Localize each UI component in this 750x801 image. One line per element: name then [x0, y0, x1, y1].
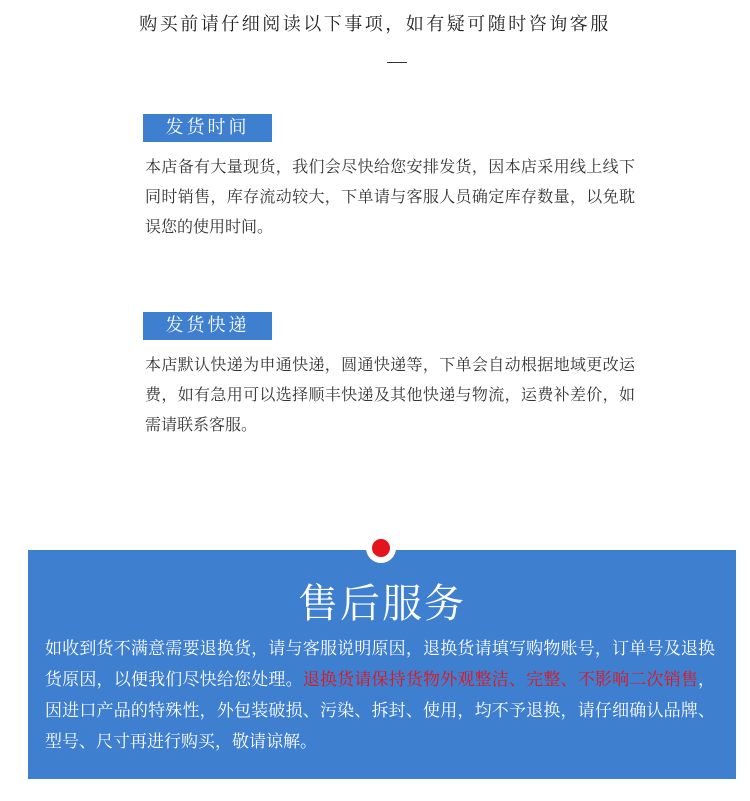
red-dot-icon	[366, 533, 396, 563]
after-sale-text-part2: ，因进口产品的特殊性，外包装破损、污染、拆封、使用，均不予退换，请仔细确认品牌、型号、尺寸再进行购买，敬请谅解。	[45, 670, 716, 752]
after-sale-text	[45, 634, 715, 758]
top-notice: 购买前请仔细阅读以下事项，如有疑可随时咨询客服	[139, 14, 611, 35]
shipping-courier-heading: 发货快递	[143, 312, 272, 340]
after-sale-text-part1: 如收到货不满意需要退换货，请与客服说明原因，退换货请填写购物账号，订单号及退换货原因，以便我们尽快给您处理。	[45, 639, 715, 690]
shipping-time-heading: 发货时间	[143, 114, 272, 142]
shipping-courier-text: 本店默认快递为申通快递，圆通快递等，下单会自动根据地域更改运费，如有急用可以选择顺丰快递及其他快递与物流，运费补差价，如需请联系客服。	[145, 355, 635, 434]
after-sale-highlight: 退换货请保持货物外观整洁、完整、不影响二次销售	[302, 670, 699, 690]
shipping-time-text: 本店备有大量现货，我们会尽快给您安排发货，因本店采用线上线下同时销售，库存流动较大，下单请与客服人员确定库存数量，以免耽误您的使用时间。	[145, 157, 635, 236]
divider-dash	[387, 62, 407, 63]
after-sale-panel	[28, 550, 736, 779]
after-sale-title: 售后服务	[298, 581, 466, 627]
